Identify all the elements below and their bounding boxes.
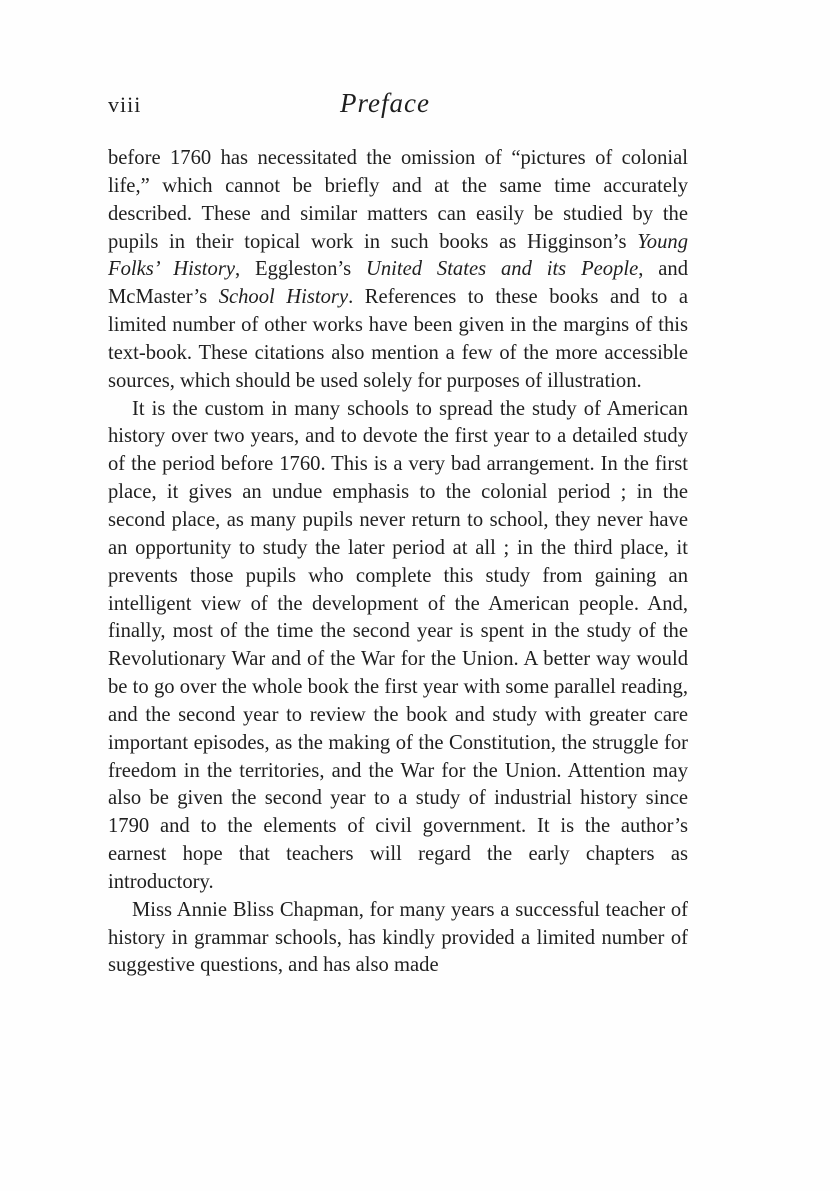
book-title: United States and its People: [365, 258, 639, 281]
text-segment: , Eggleston’s: [234, 258, 366, 281]
running-title: Preface: [340, 88, 430, 118]
paragraph-continued: [108, 145, 688, 396]
body-text: [108, 145, 688, 980]
paragraph: [108, 897, 688, 981]
page-number: viii: [108, 92, 142, 117]
text-segment: Miss Annie Bliss Chapman, for many years a successful teacher of history in grammar schools, has kindly provided a limited number of suggestive questions, and has also made: [108, 898, 688, 977]
running-head: [108, 88, 688, 128]
book-title: Young Folks’ History: [108, 230, 688, 281]
text-segment: . References to these books and to a limited number of other works have been given in the margins of this text-book. These citations also mention a few of the more accessible sources, which should be used solely for purposes of illustration.: [108, 286, 688, 392]
text-segment: It is the custom in many schools to spread the study of American history over two years, and to devote the first year to a detailed study of the period before 1760. This is a very bad arrangement. In the first place, it gives an undue emphasis to the colonial period ; in the second place, as many pupils never return to school, they never have an opportunity to study the later period at all ; in the third place, it prevents those pupils who complete this study from gaining an intelligent view of the development of the American people. And, finally, most of the time the second year is spent in the study of the Revolutionary War and of the War for the Union. A better way would be to go over the whole book the first year with some parallel reading, and the second year to review the book and study with greater care important episodes, as the making of the Constitution, the struggle for freedom in the territories, and the War for the Union. Attention may also be given the second year to a study of industrial history since 1790 and to the elements of civil government. It is the author’s earnest hope that teachers will regard the early chapters as introductory.: [108, 397, 688, 893]
paragraph: [108, 396, 688, 897]
book-title: School History: [218, 286, 349, 309]
text-segment: , and McMaster’s: [108, 258, 689, 309]
text-segment: before 1760 has necessitated the omission of “pictures of colonial life,” which cannot be briefly and at the same time accurately described. These and similar matters can easily be studied by the pupils in their topical work in such books as Higginson’s: [108, 147, 688, 253]
